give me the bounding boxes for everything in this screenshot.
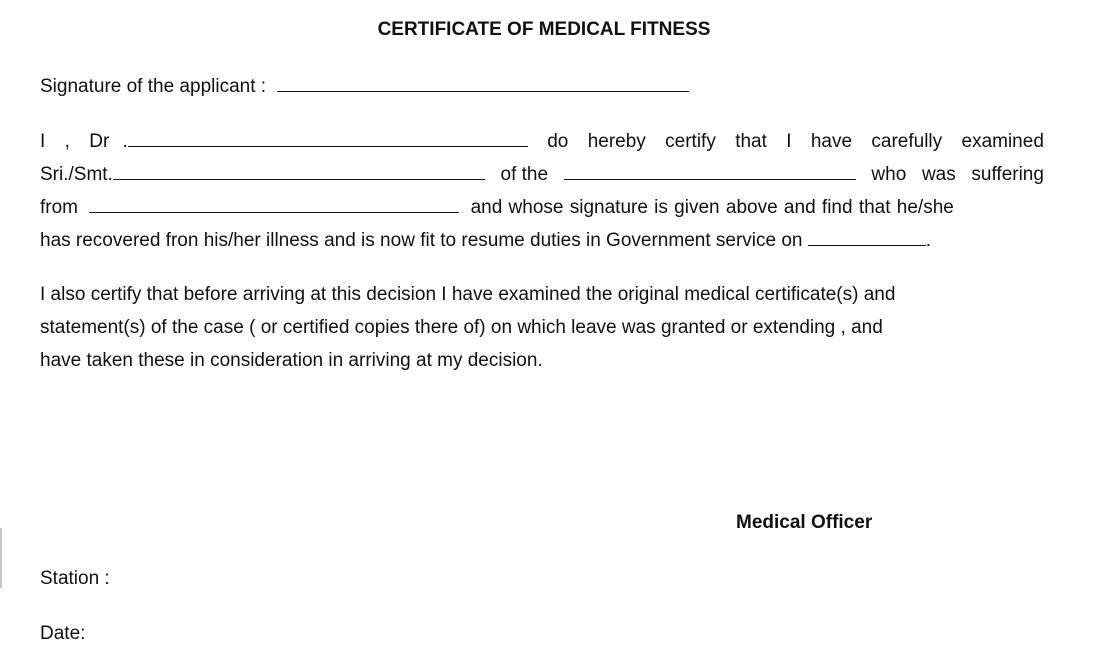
para1-text: and whose signature is given above and find that he/she xyxy=(470,197,954,218)
para1-line2 xyxy=(40,161,1044,188)
doctor-name-blank[interactable] xyxy=(128,128,528,147)
para1-word: examined xyxy=(961,131,1044,152)
para1-text: has recovered fron his/her illness and is now fit to resume duties in Government service on xyxy=(40,230,803,251)
para1-word: certify xyxy=(665,131,716,152)
para1-word: Sri./Smt. xyxy=(40,164,113,185)
medical-officer-label: Medical Officer xyxy=(736,512,873,533)
date-label: Date: xyxy=(40,623,86,644)
para1-word: do xyxy=(547,131,569,152)
para1-word: hereby xyxy=(587,131,646,152)
para1-word: I xyxy=(786,131,792,152)
para2-line3: have taken these in consideration in arriving at my decision. xyxy=(40,350,543,371)
para1-word: from xyxy=(40,197,78,218)
para1-word: , xyxy=(64,131,70,152)
para1-word: carefully xyxy=(871,131,943,152)
signature-line xyxy=(40,73,689,100)
para2-line2: statement(s) of the case ( or certified copies there of) on which leave was granted or extending , and xyxy=(40,317,883,338)
resume-date-blank[interactable] xyxy=(808,227,926,246)
para1-word: . xyxy=(122,131,128,152)
department-blank[interactable] xyxy=(564,161,856,180)
para2-line1: I also certify that before arriving at this decision I have examined the original medical certificate(s) and xyxy=(40,284,896,305)
para1-word: Dr xyxy=(89,131,110,152)
para1-word: was xyxy=(921,164,956,185)
illness-blank[interactable] xyxy=(89,194,459,213)
para1-word: have xyxy=(810,131,853,152)
para1-word: who xyxy=(871,164,907,185)
page-title: CERTIFICATE OF MEDICAL FITNESS xyxy=(377,19,711,40)
para1-line3 xyxy=(40,194,954,221)
applicant-name-blank[interactable] xyxy=(113,161,485,180)
para1-line1 xyxy=(40,128,1044,155)
signature-label: Signature of the applicant : xyxy=(40,76,267,97)
para1-word: I xyxy=(40,131,46,152)
para1-word: . xyxy=(925,230,932,251)
para1-doctor-group xyxy=(89,128,528,155)
para1-applicant-group xyxy=(40,161,485,188)
para1-line4 xyxy=(40,227,931,254)
edge-mark xyxy=(0,528,2,588)
station-label: Station : xyxy=(40,568,110,589)
para1-word: of the xyxy=(500,164,549,185)
para1-word: that xyxy=(735,131,767,152)
signature-blank[interactable] xyxy=(277,73,689,92)
para1-word: suffering xyxy=(971,164,1044,185)
